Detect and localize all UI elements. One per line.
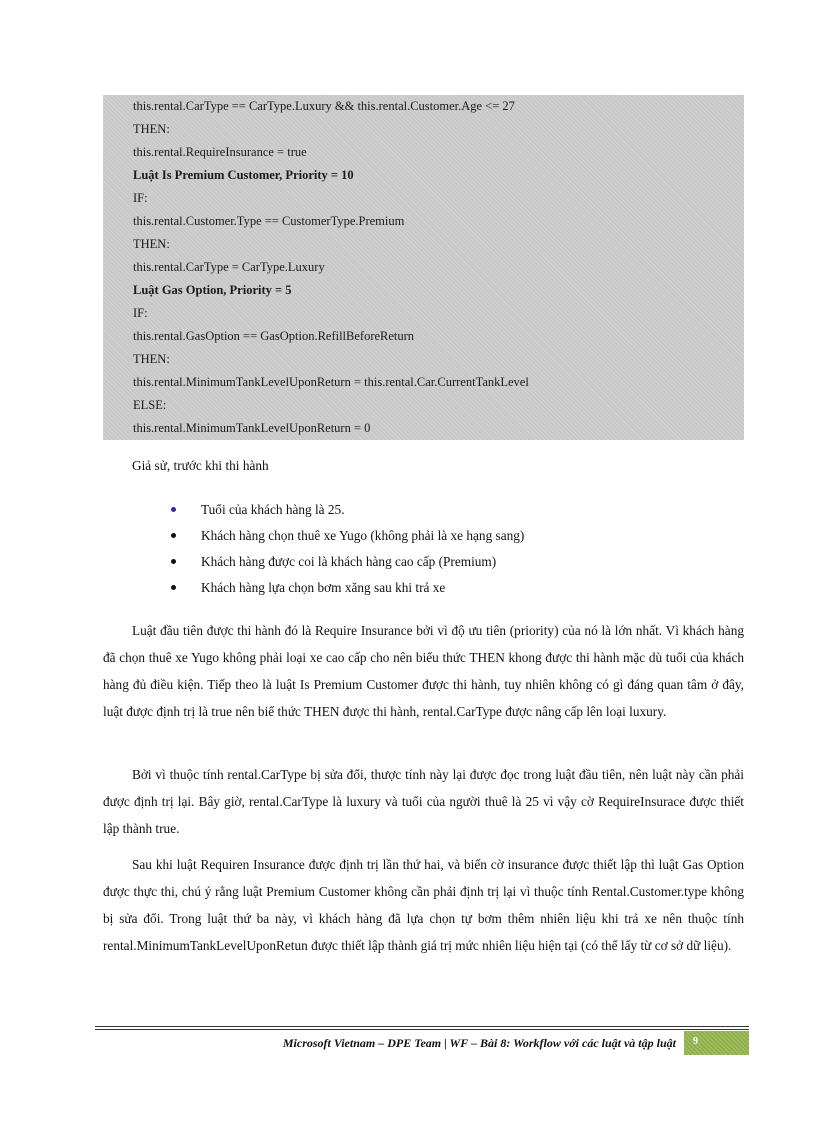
page-number: 9 [693, 1036, 698, 1047]
bullet-item [168, 500, 524, 526]
rule-heading: Luật Is Premium Customer, Priority = 10 [133, 168, 354, 182]
bullet-icon [171, 585, 176, 590]
bullet-icon [171, 533, 176, 538]
code-line: THEN: [133, 122, 170, 136]
bullet-text: Khách hàng chọn thuê xe Yugo (không phải là xe hạng sang) [201, 528, 525, 543]
footer-divider [95, 1029, 749, 1030]
bullet-item [168, 526, 524, 552]
paragraph-2: Bởi vì thuộc tính rental.CarType bị sửa đổi, thược tính này lại được đọc trong luật đầu tiên, nên luật này cần phải được định trị lại. Bây giờ, rental.CarType là luxury và tuổi của người thuê là 25 vì vậy cờ RequireInsurace được thiết lập thành true. [103, 767, 744, 836]
code-block [103, 95, 744, 440]
bullet-icon [171, 559, 176, 564]
page-number-box [684, 1031, 749, 1055]
bullet-item [168, 578, 524, 604]
paragraph-3: Sau khi luật Requiren Insurance được định trị lần thứ hai, và biến cờ insurance được thiết lập thì luật Gas Option được thực thi, chú ý rằng luật Premium Customer không cần phải định trị lại vì thuộc tính Rental.Customer.type không bị sửa đổi. Trong luật thứ ba này, vì khách hàng đã lựa chọn tự bơm thêm nhiên liệu khi trả xe nên thuộc tính rental.MinimumTankLevelUponRetun được thiết lập thành giá trị mức nhiên liệu hiện tại (có thể lấy từ cơ sở dữ liệu). [103, 857, 744, 953]
code-line: this.rental.MinimumTankLevelUponReturn = this.rental.Car.CurrentTankLevel [133, 375, 529, 389]
code-line: this.rental.CarType = CarType.Luxury [133, 260, 325, 274]
bullet-text: Tuổi của khách hàng là 25. [201, 502, 345, 517]
code-line: this.rental.Customer.Type == CustomerType.Premium [133, 214, 405, 228]
bullet-item [168, 552, 524, 578]
code-line: this.rental.GasOption == GasOption.RefillBeforeReturn [133, 329, 415, 343]
code-line: THEN: [133, 352, 170, 366]
code-line: this.rental.MinimumTankLevelUponReturn = 0 [133, 421, 371, 435]
code-line: this.rental.RequireInsurance = true [133, 145, 307, 159]
bullet-icon [171, 507, 176, 512]
code-line: IF: [133, 191, 148, 205]
code-line: IF: [133, 306, 148, 320]
bullet-text: Khách hàng lựa chọn bơm xăng sau khi trả xe [201, 580, 446, 595]
bullet-list [168, 500, 524, 604]
intro-text: Giả sử, trước khi thi hành [132, 458, 269, 473]
paragraph-1: Luật đầu tiên được thi hành đó là Require Insurance bởi vì độ ưu tiên (priority) của nó là lớn nhất. Vì khách hàng đã chọn thuê xe Yugo không phải loại xe cao cấp cho nên biểu thức THEN khong được thi hành mặc dù tuổi của khách hàng đủ điều kiện. Tiếp theo là luật Is Premium Customer được thi hành, tuy nhiên không có gì đáng quan tâm ở đây, luật được định trị là true nên biể thức THEN được thi hành, rental.CarType được nâng cấp lên loại luxury. [103, 623, 744, 719]
bullet-text: Khách hàng được coi là khách hàng cao cấp (Premium) [201, 554, 497, 569]
footer-text: Microsoft Vietnam – DPE Team | WF – Bài 8: Workflow với các luật và tập luật [282, 1036, 676, 1050]
footer-divider [95, 1026, 749, 1027]
code-line: THEN: [133, 237, 170, 251]
rule-heading: Luật Gas Option, Priority = 5 [133, 283, 292, 297]
code-line: this.rental.CarType == CarType.Luxury && this.rental.Customer.Age <= 27 [133, 99, 515, 113]
code-line: ELSE: [133, 398, 167, 412]
